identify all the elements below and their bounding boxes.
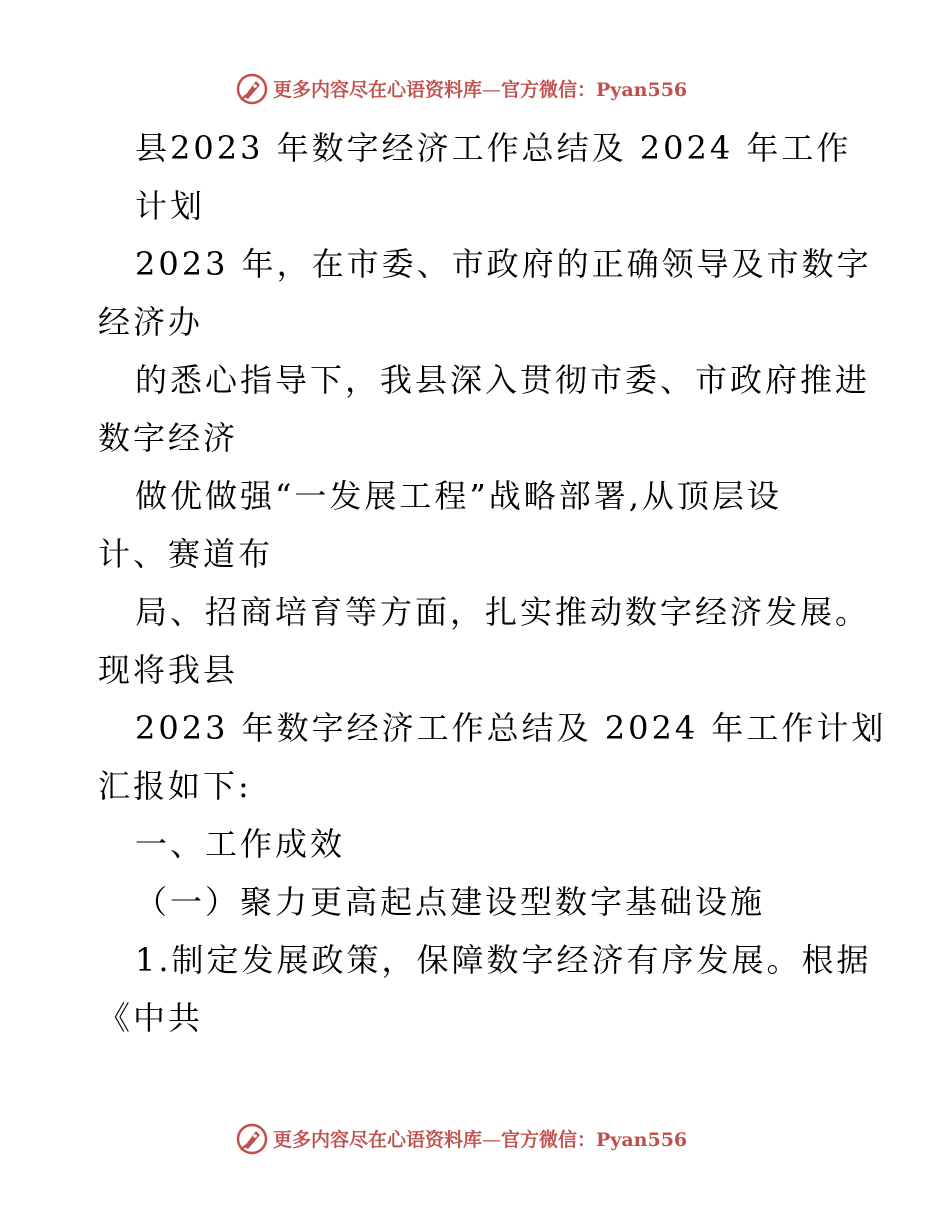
paragraph-line: 经济办 [98, 303, 204, 341]
paragraph-line: 2023 年，在市委、市政府的正确领导及市数字 [135, 245, 872, 283]
watermark-main-text: 更多内容尽在心语资料库 [273, 1129, 483, 1151]
watermark-wechat-text: 官方微信：Pyan556 [501, 1129, 688, 1151]
watermark-dash: — [482, 79, 502, 101]
watermark-wechat-text: 官方微信：Pyan556 [501, 79, 688, 101]
pen-nib-logo-icon [235, 72, 269, 106]
watermark-dash: — [482, 1129, 502, 1151]
paragraph-line: 的悉心指导下，我县深入贯彻市委、市政府推进 [135, 361, 871, 399]
paragraph-line: 计、赛道布 [98, 535, 274, 573]
watermark-text [273, 78, 687, 102]
paragraph-line: 《中共 [98, 999, 204, 1037]
paragraph-line: 做优做强“一发展工程”战略部署,从顶层设 [135, 477, 782, 515]
doc-title-line-2: 计划 [135, 187, 206, 225]
header-watermark [0, 70, 950, 110]
subsection-heading: （一）聚力更高起点建设型数字基础设施 [135, 883, 766, 921]
watermark-main-text: 更多内容尽在心语资料库 [273, 79, 483, 101]
paragraph-line: 局、招商培育等方面，扎实推动数字经济发展。 [135, 593, 871, 631]
paragraph-line: 现将我县 [98, 651, 239, 689]
footer-watermark [0, 1120, 950, 1160]
pen-nib-logo-icon [235, 1122, 269, 1156]
paragraph-line: 1.制定发展政策，保障数字经济有序发展。根据 [135, 941, 872, 979]
paragraph-line: 数字经济 [98, 419, 239, 457]
paragraph-line: 2023 年数字经济工作总结及 2024 年工作计划 [135, 709, 887, 747]
paragraph-line: 汇报如下: [98, 767, 252, 805]
watermark-text [273, 1128, 687, 1152]
section-heading: 一、工作成效 [135, 825, 346, 863]
doc-title-line-1: 县2023 年数字经济工作总结及 2024 年工作 [135, 129, 852, 167]
